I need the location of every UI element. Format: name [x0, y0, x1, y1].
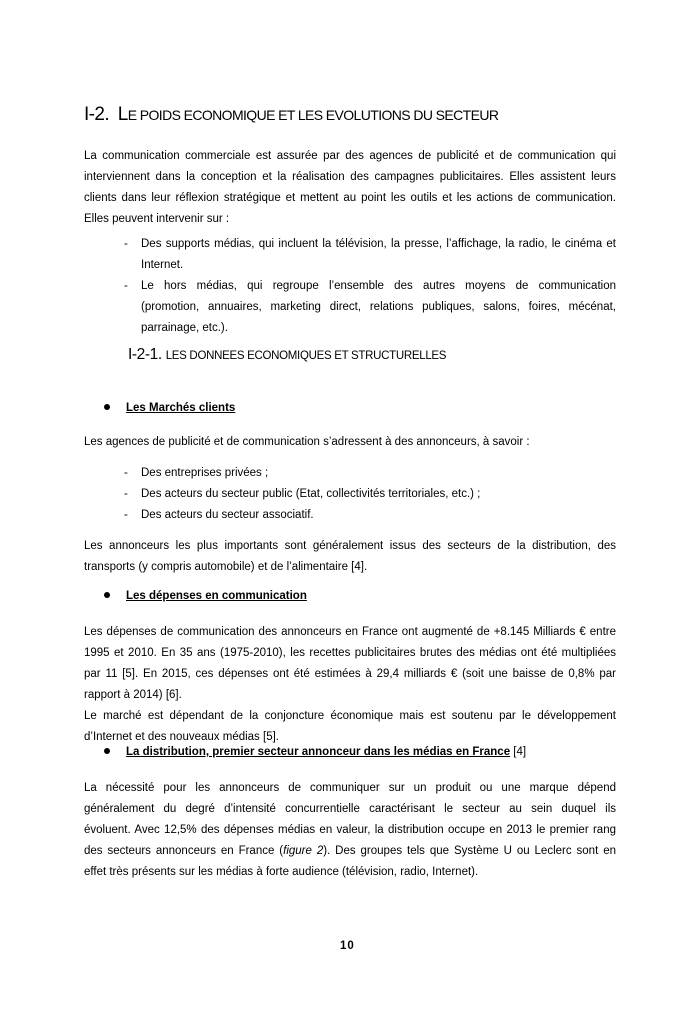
section-heading — [84, 104, 498, 126]
list-item: - Des supports médias, qui incluent la télévision, la presse, l’affichage, la radio, le cinéma et Internet. — [124, 238, 616, 271]
marches-intro: Les agences de publicité et de communication s’adressent à des annonceurs, à savoir : — [84, 436, 530, 448]
section-number: I-2. — [84, 104, 110, 125]
depenses-paragraph: Les dépenses de communication des annonceurs en France ont augmenté de +8.145 Milliards € entre 1995 et 2010. En 35 ans (1975-2010), les recettes publicitaires brutes des médias ont été multipliées par 11 [5]. En 2015, ces dépenses ont été estimées à 29,4 milliards € (soit une baisse de 0,8% par rapport à 2014) [6]. Le marché est dépendant de la conjoncture économique mais est soutenu par le développement d’Internet et des nouveaux médias [5]. — [84, 626, 616, 743]
page-number: 10 — [340, 940, 355, 952]
bullet-heading-depenses: Les dépenses en communication — [104, 590, 307, 602]
bullet-icon — [104, 592, 110, 598]
list-item: - Des acteurs du secteur associatif. — [124, 509, 314, 521]
list-item: - Des acteurs du secteur public (Etat, collectivités territoriales, etc.) ; — [124, 488, 481, 500]
distribution-paragraph: La nécessité pour les annonceurs de communiquer sur un produit ou une marque dépend généralement du degré d’intensité concurrentielle caractérisant le secteur au sein duquel ils évoluent. Avec 12,5% des dépenses médias en valeur, la distribution occupe en 2013 le premier rang des secteurs annonceurs en France (figure 2). Des groupes tels que Système U ou Leclerc sont en effet très présents sur les médias à forte audience (télévision, radio, Internet). — [84, 782, 616, 878]
intro-line: La communication commerciale est assurée par des agences de publicité et de communication qui — [84, 150, 616, 162]
subsection-heading — [128, 346, 446, 364]
bullet-heading-marches: Les Marchés clients — [104, 402, 235, 414]
marches-after-paragraph: Les annonceurs les plus importants sont généralement issus des secteurs de la distribution, des transports (y compris automobile) et de l’alimentaire [4]. — [84, 540, 616, 573]
intro-paragraph — [84, 146, 616, 230]
subsection-number: I-2-1. — [128, 346, 162, 363]
bullet-icon — [104, 404, 110, 410]
intro-line: Elles peuvent intervenir sur : — [84, 213, 230, 225]
bullet-icon — [104, 748, 110, 754]
figure-reference: figure 2 — [283, 845, 324, 857]
subsection-title: LES DONNEES ECONOMIQUES ET STRUCTURELLES — [165, 350, 447, 362]
intro-line: interviennent dans la conception et la réalisation des campagnes publicitaires. Elles assistent leurs — [84, 171, 616, 183]
list-item: - Le hors médias, qui regroupe l’ensemble des autres moyens de communication (promotion, annuaires, marketing direct, relations publiques, salons, foires, mécénat, parrainage, etc.). — [124, 280, 616, 334]
annonceurs-list — [124, 463, 616, 526]
bullet-heading-distribution: La distribution, premier secteur annonceur dans les médias en France [4] — [104, 746, 526, 758]
supports-list — [124, 234, 616, 339]
intro-line: clients dans leur réflexion stratégique et mettent au point les outils et les actions de communication. — [84, 192, 616, 204]
list-item: - Des entreprises privées ; — [124, 467, 269, 479]
section-title: LE POIDS ECONOMIQUE ET LES EVOLUTIONS DU SECTEUR — [117, 104, 499, 125]
